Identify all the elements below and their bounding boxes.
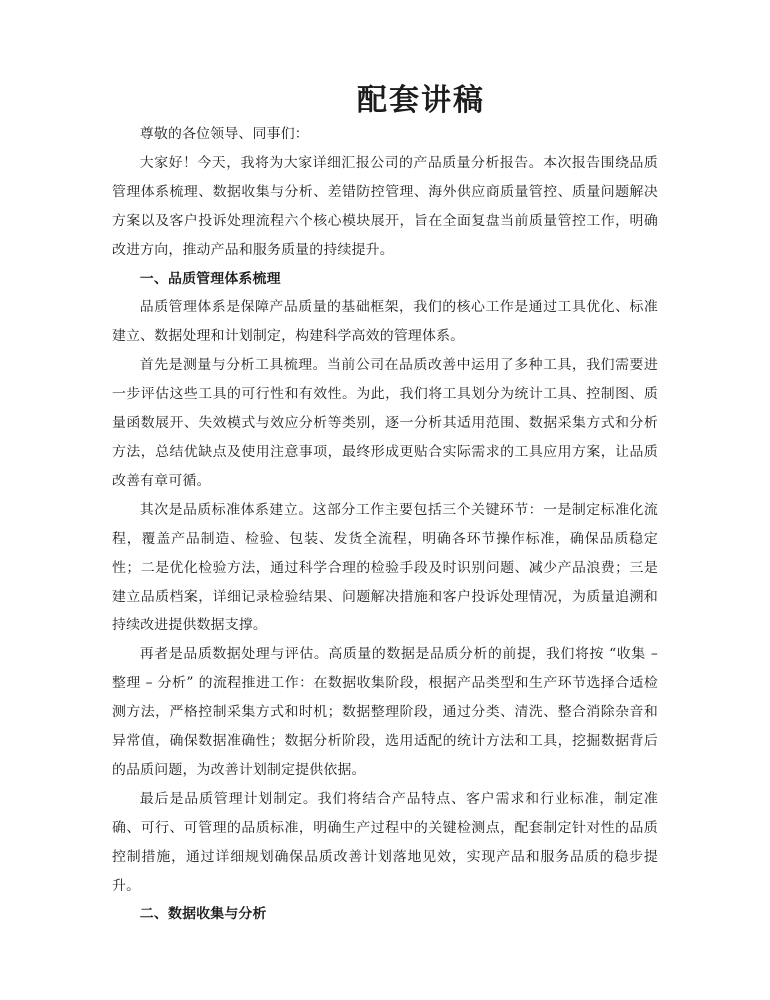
section-heading: 二、数据收集与分析 xyxy=(139,906,267,923)
document-body xyxy=(112,120,658,929)
paragraph: 再者是品质数据处理与评估。高质量的数据是品质分析的前提，我们将按 “收集 – 整理 – 分析” 的流程推进工作：在数据收集阶段，根据产品类型和生产环节选择合适检测方法，严格控制采集方式和时机；数据整理阶段，通过分类、清洗、整合消除杂音和异常值，确保数据准确性；数据分析阶段，选用适配的统计方法和工具，挖掘数据背后的品质问题，为改善计划制定提供依据。 xyxy=(112,646,658,778)
paragraph: 其次是品质标准体系建立。这部分工作主要包括三个关键环节：一是制定标准化流程，覆盖产品制造、检验、包装、发货全流程，明确各环节操作标准，确保品质稳定性；二是优化检验方法，通过科学合理的检验手段及时识别问题、减少产品浪费；三是建立品质档案，详细记录检验结果、问题解决措施和客户投诉处理情况，为质量追溯和持续改进提供数据支撑。 xyxy=(112,501,658,634)
paragraph: 首先是测量与分析工具梳理。当前公司在品质改善中运用了多种工具，我们需要进一步评估这些工具的可行性和有效性。为此，我们将工具划分为统计工具、控制图、质量函数展开、失效模式与效应分析等类别，逐一分析其适用范围、数据采集方式和分析方法，总结优缺点及使用注意事项，最终形成更贴合实际需求的工具应用方案，让品质改善有章可循。 xyxy=(112,357,658,489)
paragraph: 最后是品质管理计划制定。我们将结合产品特点、客户需求和行业标准，制定准确、可行、可管理的品质标准，明确生产过程中的关键检测点，配套制定针对性的品质控制措施，通过详细规划确保品质改善计划落地见效，实现产品和服务品质的稳步提升。 xyxy=(112,790,658,894)
paragraph: 大家好！今天，我将为大家详细汇报公司的产品质量分析报告。本次报告围绕品质管理体系梳理、数据收集与分析、差错防控管理、海外供应商质量管控、质量问题解决方案以及客户投诉处理流程六个核心模块展开，旨在全面复盘当前质量管控工作，明确改进方向，推动产品和服务质量的持续提升。 xyxy=(112,154,658,258)
document-title: 配套讲稿 xyxy=(357,83,485,118)
paragraph: 品质管理体系是保障产品质量的基础框架，我们的核心工作是通过工具优化、标准建立、数据处理和计划制定，构建科学高效的管理体系。 xyxy=(112,299,658,345)
paragraph: 尊敬的各位领导、同事们： xyxy=(139,126,309,142)
section-heading: 一、品质管理体系梳理 xyxy=(139,270,281,287)
